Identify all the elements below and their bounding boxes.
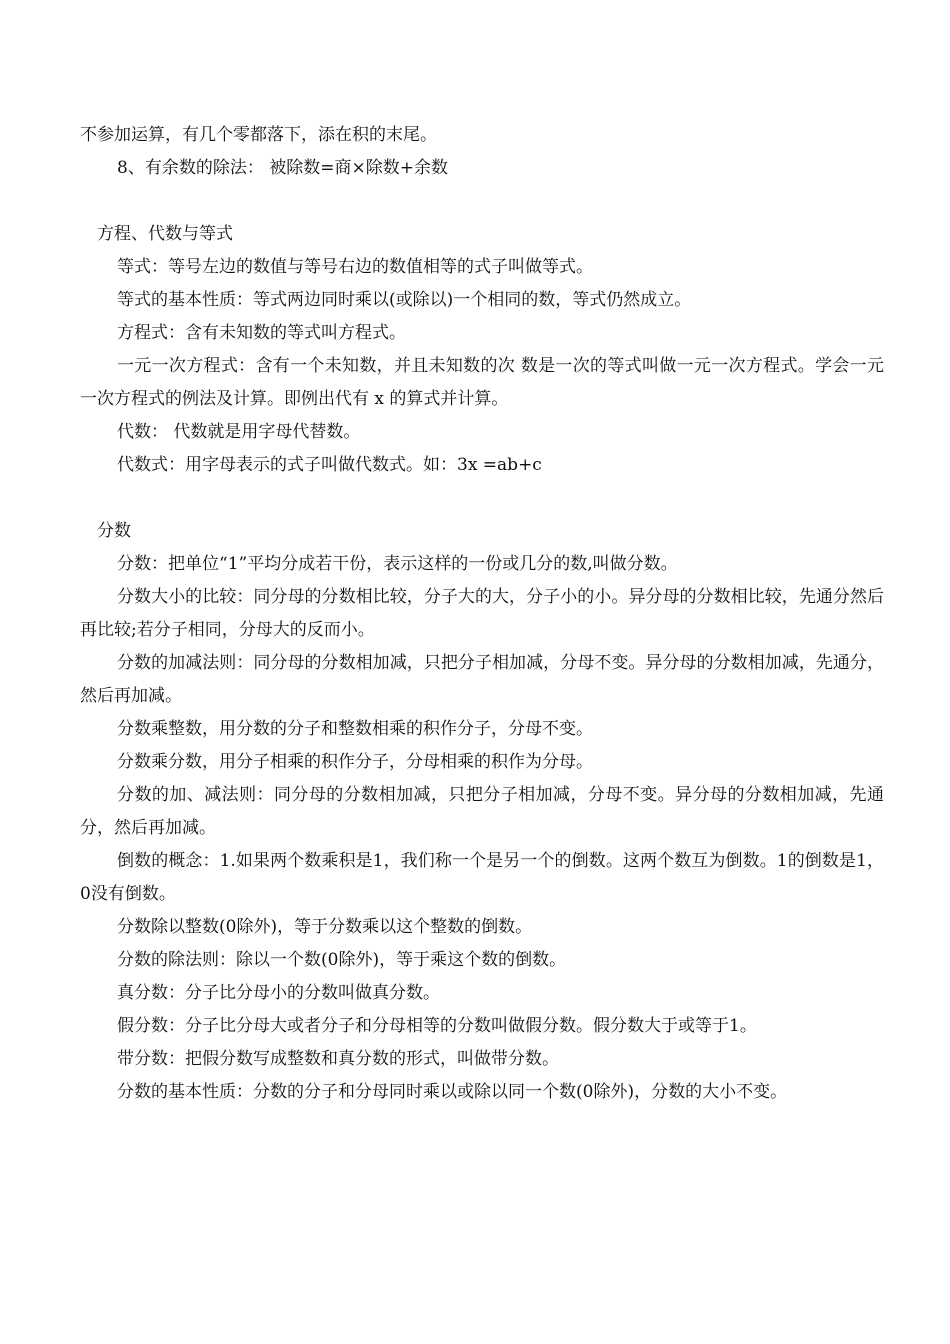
paragraph-algebraic-expression: 代数式：用字母表示的式子叫做代数式。如：3x =ab+c	[117, 455, 542, 475]
paragraph-mixed-number: 带分数：把假分数写成整数和真分数的形式，叫做带分数。	[117, 1049, 559, 1069]
paragraph-linear-equation: 一元一次方程式：含有一个未知数，并且未知数的次 数是一次的等式叫做一元一次方程式。学会一元一次方程式的例法及计算。即例出代有 x 的算式并计算。	[80, 356, 884, 409]
paragraph-fraction-add-subtract-rule: 分数的加、减法则：同分母的分数相加减，只把分子相加减，分母不变。异分母的分数相加减，先通分，然后再加减。	[80, 785, 884, 838]
paragraph-fraction-division-rule: 分数的除法则：除以一个数(0除外)，等于乘这个数的倒数。	[117, 950, 567, 970]
paragraph-fraction-definition: 分数：把单位“1”平均分成若干份，表示这样的一份或几分的数,叫做分数。	[117, 554, 678, 574]
paragraph-fraction-times-integer: 分数乘整数，用分数的分子和整数相乘的积作分子，分母不变。	[117, 719, 593, 739]
paragraph-algebra: 代数： 代数就是用字母代替数。	[117, 422, 361, 442]
paragraph-equation: 方程式：含有未知数的等式叫方程式。	[117, 323, 406, 343]
paragraph-fraction-times-fraction: 分数乘分数，用分子相乘的积作分子，分母相乘的积作为分母。	[117, 752, 593, 772]
document-body	[80, 119, 884, 1109]
paragraph-equality-property: 等式的基本性质：等式两边同时乘以(或除以)一个相同的数，等式仍然成立。	[117, 290, 692, 310]
section-heading-equations: 方程、代数与等式	[97, 224, 233, 244]
paragraph-improper-fraction: 假分数：分子比分母大或者分子和分母相等的分数叫做假分数。假分数大于或等于1。	[117, 1016, 757, 1036]
paragraph-reciprocal: 倒数的概念：1.如果两个数乘积是1，我们称一个是另一个的倒数。这两个数互为倒数。1的倒数是1，0没有倒数。	[80, 851, 884, 904]
paragraph-fraction-comparison: 分数大小的比较：同分母的分数相比较，分子大的大，分子小的小。异分母的分数相比较，先通分然后再比较;若分子相同，分母大的反而小。	[80, 587, 884, 640]
paragraph-fraction-basic-property: 分数的基本性质：分数的分子和分母同时乘以或除以同一个数(0除外)，分数的大小不变。	[117, 1082, 788, 1102]
paragraph-fraction-add-subtract: 分数的加减法则：同分母的分数相加减，只把分子相加减，分母不变。异分母的分数相加减，先通分，然后再加减。	[80, 653, 884, 706]
section-heading-fractions: 分数	[97, 521, 131, 541]
paragraph-proper-fraction: 真分数：分子比分母小的分数叫做真分数。	[117, 983, 440, 1003]
paragraph-equality: 等式：等号左边的数值与等号右边的数值相等的式子叫做等式。	[117, 257, 593, 277]
paragraph-fraction-divided-by-integer: 分数除以整数(0除外)，等于分数乘以这个整数的倒数。	[117, 917, 533, 937]
continuation-line: 不参加运算，有几个零都落下，添在积的末尾。	[80, 125, 437, 145]
item-8-remainder-division: 8、有余数的除法： 被除数=商×除数+余数	[117, 158, 448, 178]
